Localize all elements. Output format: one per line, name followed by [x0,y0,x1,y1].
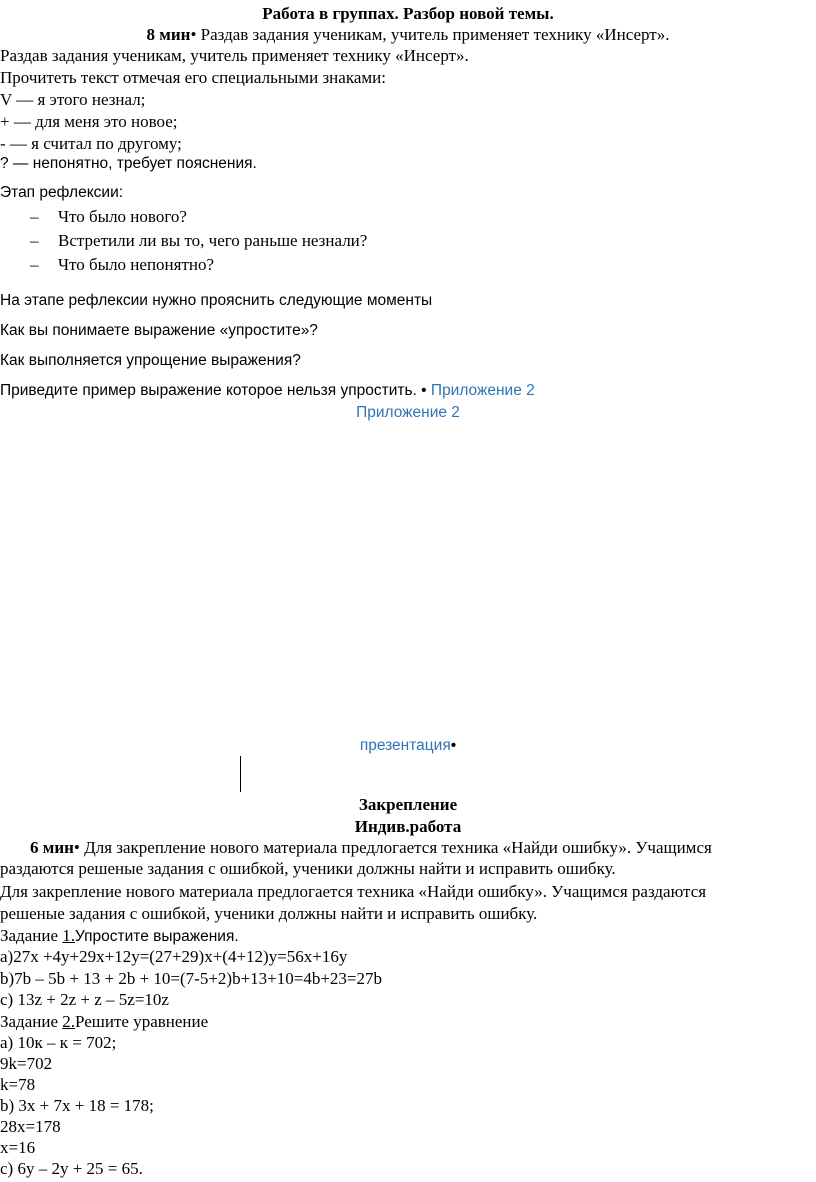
mark-item: + — для меня это новое; [0,112,178,131]
appendix-link-2[interactable]: Приложение 2 [356,404,460,421]
bullet-icon: • [190,25,197,44]
bullet-icon: • [450,737,457,754]
insert-line-2: Прочитеть текст отмечая его специальными знаками: [0,68,386,87]
question-text: Встретили ли вы то, чего раньше незнали? [58,231,368,250]
appendix-link[interactable]: Приложение 2 [430,382,535,399]
task-line: c) 6y – 2y + 25 = 65. [0,1159,143,1178]
task-line: 28x=178 [0,1117,61,1136]
moment-item: Как выполняется упрощение выражения? [0,352,301,369]
presentation-link-text[interactable]: презентация [359,737,451,754]
intro-text: Раздав задания ученикам, учитель применяет технику «Инсерт». [196,25,670,44]
consolidation-intro-2: раздаются решеные задания с ошибкой, ученики должны найти и исправить ошибку. [0,859,616,878]
question-text: Что было непонятно? [58,255,215,274]
task-line: a) 10к – к = 702; [0,1033,117,1052]
divider-line [240,756,241,792]
dash-icon: – [30,255,39,274]
insert-line-1: Раздав задания ученикам, учитель применяет технику «Инсерт». [0,46,469,65]
task-line: b) 3x + 7x + 18 = 178; [0,1096,154,1115]
intro-line [0,25,816,45]
task-2-heading: Задание 2.Решите уравнение [0,1012,209,1031]
dash-icon: – [30,207,39,226]
task-1-heading: Задание 1.Упростите выражения. [0,926,239,945]
time-label: 8 мин [146,25,191,44]
task-line: k=78 [0,1075,36,1094]
question-text: Что было нового? [58,207,187,226]
moment-item: Как вы понимаете выражение «упростите»? [0,322,318,339]
mark-item: V — я этого незнал; [0,90,146,109]
section-title: Работа в группах. Разбор новой темы. [262,4,554,23]
task-line: 9k=702 [0,1054,53,1073]
mark-item: - — я считал по другому; [0,134,182,153]
moment-text: Приведите пример выражение которое нельзя упростить. [0,382,417,399]
intro-text: Для закрепление нового материала предлогается техника «Найди ошибку». Учащимся [79,838,712,857]
consolidation-title: Закрепление [358,795,458,814]
consolidation-repeat-2: решеные задания с ошибкой, ученики должны найти и исправить ошибку. [0,904,538,923]
moments-title: На этапе рефлексии нужно прояснить следующие моменты [0,292,433,309]
task-line: x=16 [0,1138,36,1157]
dash-icon: – [30,231,39,250]
presentation-link[interactable] [0,737,816,755]
task-item: c) 13z + 2z + z – 5z=10z [0,990,169,1009]
moment-item-with-link [0,382,535,400]
consolidation-repeat-1: Для закрепление нового материала предлогается техника «Найди ошибку». Учащимся раздаются [0,882,707,901]
reflection-heading: Этап рефлексии: [0,184,124,201]
bullet-icon: • [421,382,427,399]
task-item: a)27x +4y+29x+12y=(27+29)x+(4+12)y=56x+16y [0,947,348,966]
consolidation-subtitle: Индив.работа [354,817,462,836]
bullet-icon: • [73,838,80,857]
task-item: b)7b – 5b + 13 + 2b + 10=(7-5+2)b+13+10=4b+23=27b [0,969,383,988]
consolidation-intro [30,838,712,858]
time-label: 6 мин [30,838,74,857]
mark-item: ? — непонятно, требует пояснения. [0,155,257,172]
